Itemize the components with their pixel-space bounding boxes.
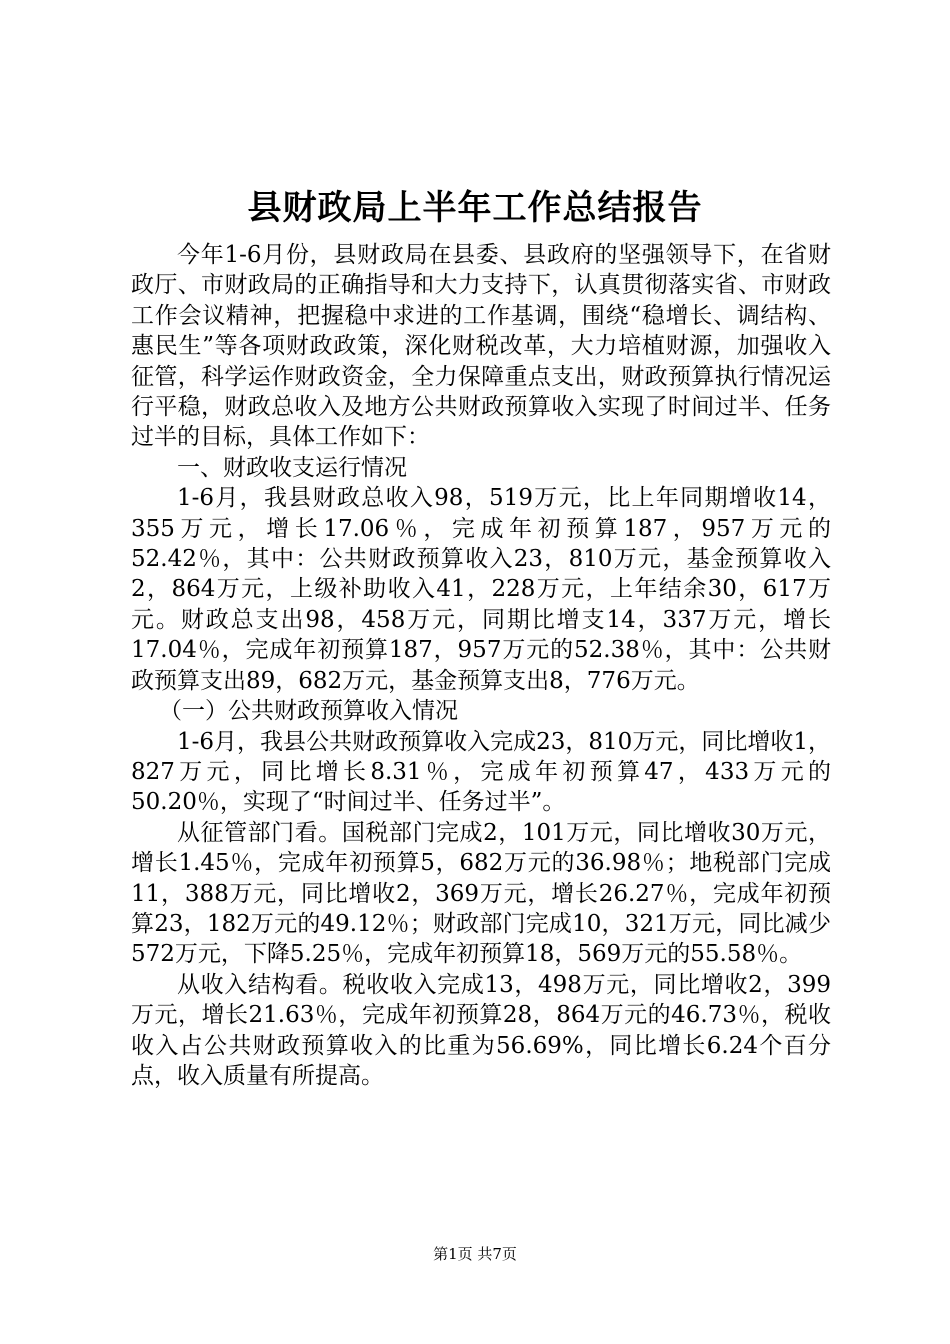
document-title: 县财政局上半年工作总结报告 <box>247 188 703 228</box>
intro-paragraph: 今年1-6月份，县财政局在县委、县政府的坚强领导下，在省财政厅、市财政局的正确指导和大力支持下，认真贯彻落实省、市财政工作会议精神，把握稳中求进的工作基调，围绕“稳增长、调结构、惠民生”等各项财政政策，深化财税改革，大力培植财源，加强收入征管，科学运作财政资金，全力保障重点支出，财政预算执行情况运行平稳，财政总收入及地方公共财政预算收入实现了时间过半、任务过半的目标，具体工作如下： <box>131 242 831 451</box>
subsection-paragraph-summary: 1-6月，我县公共财政预算收入完成23，810万元，同比增收1，827万元，同比增长8.31％，完成年初预算47，433万元的50.20％，实现了“时间过半、任务过半”。 <box>131 728 831 816</box>
subsection-heading-public-budget-revenue: （一）公共财政预算收入情况 <box>159 698 458 725</box>
section-heading-revenue-expenditure: 一、财政收支运行情况 <box>177 454 407 481</box>
subsection-paragraph-by-structure: 从收入结构看。税收收入完成13，498万元，同比增收2，399万元，增长21.63％，完成年初预算28，864万元的46.73％，税收收入占公共财政预算收入的比重为56.69%，同比增长6.24个百分点，收入质量有所提高。 <box>131 971 831 1089</box>
document-body <box>131 240 831 1091</box>
page-footer: 第1页 共7页 <box>433 1245 517 1263</box>
subsection-paragraph-by-department: 从征管部门看。国税部门完成2，101万元，同比增收30万元，增长1.45％，完成年初预算5，682万元的36.98％；地税部门完成11，388万元，同比增收2，369万元，增长26.27％，完成年初预算23，182万元的49.12％；财政部门完成10，321万元，同比减少572万元，下降5.25％，完成年初预算18，569万元的55.58％。 <box>131 819 831 968</box>
section-paragraph-totals: 1-6月，我县财政总收入98，519万元，比上年同期增收14，355万元，增长17.06％，完成年初预算187，957万元的52.42％，其中：公共财政预算收入23，810万元，基金预算收入2，864万元，上级补助收入41，228万元，上年结余30，617万元。财政总支出98，458万元，同期比增支14，337万元，增长17.04％，完成年初预算187，957万元的52.38％，其中：公共财政预算支出89，682万元，基金预算支出8，776万元。 <box>131 485 831 694</box>
